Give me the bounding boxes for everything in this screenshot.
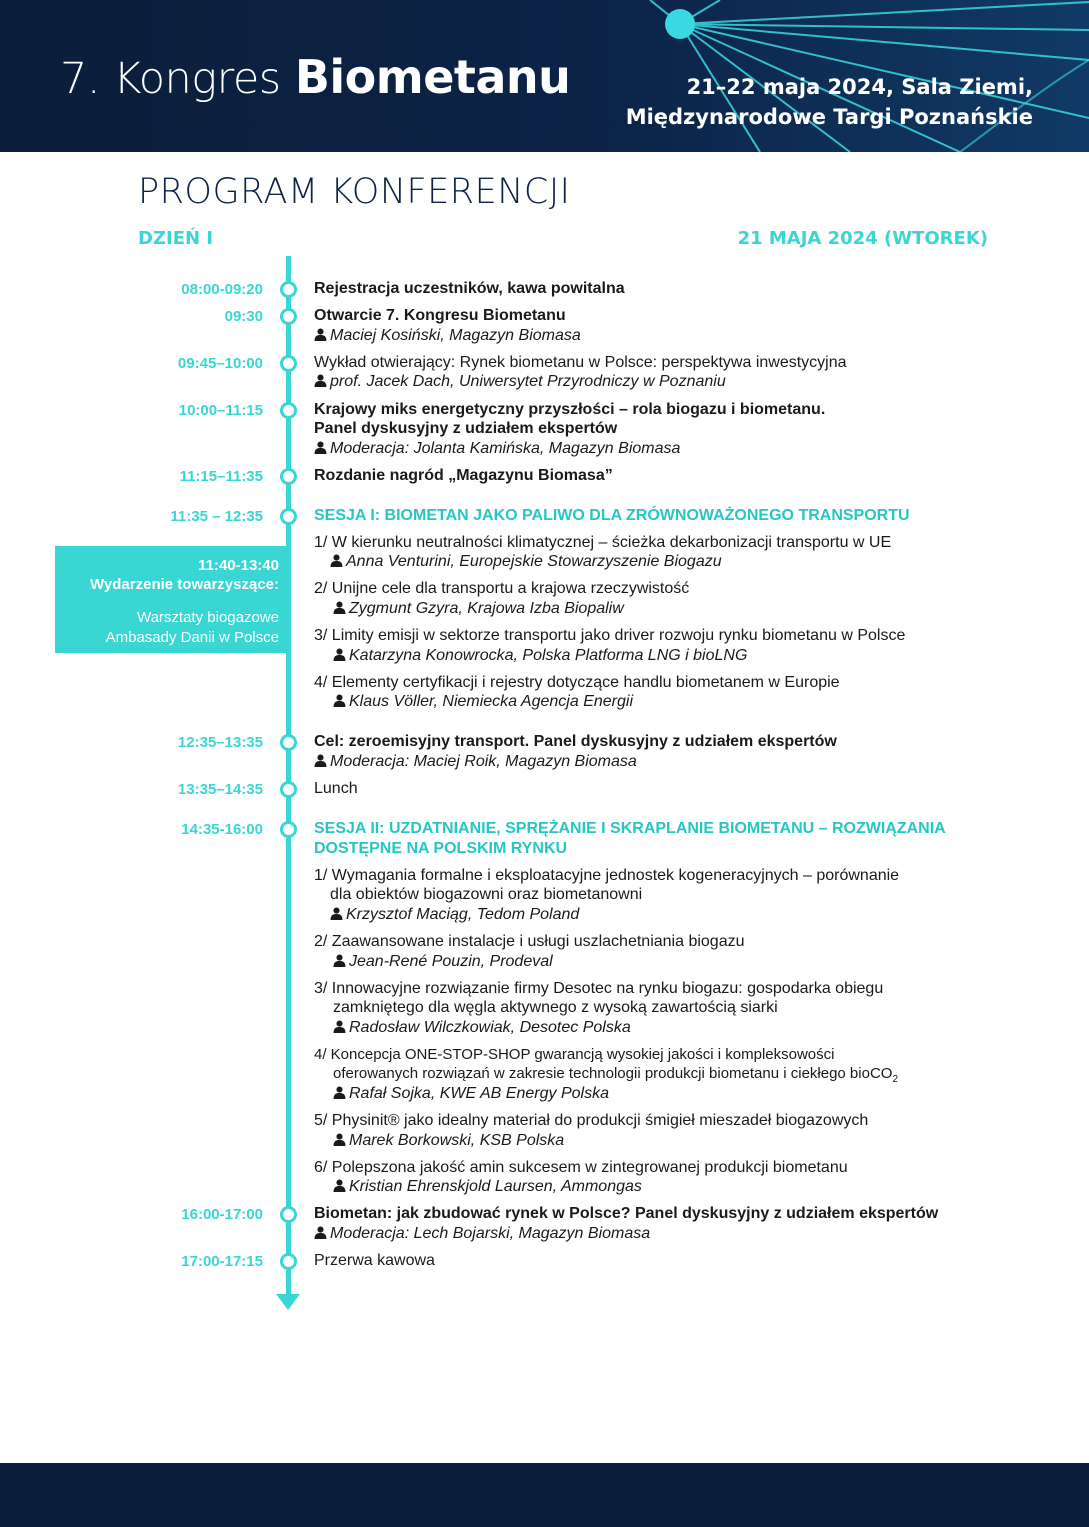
timeline-dot	[280, 1206, 297, 1223]
session-time: 09:45–10:00	[177, 355, 263, 372]
timeline-dot	[280, 355, 297, 372]
footer-bar	[0, 1463, 1089, 1527]
speaker-name: Moderacja: Lech Bojarski, Magazyn Biomasa	[330, 1225, 651, 1242]
person-icon	[333, 954, 346, 967]
speaker-line	[333, 1019, 631, 1037]
side-event-line2: Ambasady Danii w Polsce	[105, 629, 279, 646]
speaker-line	[314, 327, 581, 345]
person-icon	[333, 694, 346, 707]
person-icon	[333, 1086, 346, 1099]
speaker-name: Marek Borkowski, KSB Polska	[349, 1132, 565, 1149]
session-heading: DOSTĘPNE NA POLSKIM RYNKU	[314, 840, 568, 857]
timeline-dot	[280, 781, 297, 798]
session-time: 08:00-09:20	[181, 281, 263, 298]
speaker-line	[333, 1132, 564, 1150]
speaker-name: Klaus Völler, Niemiecka Agencja Energii	[349, 693, 633, 710]
session-time: 14:35-16:00	[181, 821, 263, 838]
session-time: 12:35–13:35	[177, 734, 263, 751]
session-heading: SESJA I: BIOMETAN JAKO PALIWO DLA ZRÓWNOWAŻONEGO TRANSPORTU	[314, 507, 910, 524]
session-time: 09:30	[224, 308, 263, 325]
speaker-name: Anna Venturini, Europejskie Stowarzyszenie Biogazu	[346, 553, 722, 570]
side-event-line1: Warsztaty biogazowe	[136, 609, 279, 626]
timeline-dot	[280, 402, 297, 419]
person-icon	[314, 441, 327, 454]
arrow-down-icon	[276, 1294, 300, 1310]
session-time: 11:35 – 12:35	[170, 508, 263, 525]
person-icon	[314, 328, 327, 341]
person-icon	[333, 1179, 346, 1192]
event-location-line1: 21–22 maja 2024, Sala Ziemi,	[686, 75, 1033, 99]
agenda-item: 5/ Physinit® jako idealny materiał do produkcji śmigieł mieszadeł biogazowych	[314, 1112, 869, 1129]
speaker-line	[330, 906, 579, 924]
agenda-item: 1/ W kierunku neutralności klimatycznej – ścieżka dekarbonizacji transportu w UE	[314, 534, 892, 551]
speaker-line	[314, 440, 680, 458]
agenda-item: Cel: zeroemisyjny transport. Panel dyskusyjny z udziałem ekspertów	[314, 733, 837, 750]
congress-title-light: 7. Kongres	[60, 54, 281, 104]
day-date: 21 MAJA 2024 (WTOREK)	[737, 228, 988, 249]
person-icon	[314, 374, 327, 387]
agenda-item: Rejestracja uczestników, kawa powitalna	[314, 280, 625, 297]
person-icon	[333, 1020, 346, 1033]
speaker-name: Jean-René Pouzin, Prodeval	[349, 953, 553, 970]
speaker-line	[314, 373, 726, 391]
speaker-line	[333, 953, 553, 971]
person-icon	[330, 907, 343, 920]
congress-title-bold: Biometanu	[294, 50, 571, 104]
agenda-item: 6/ Polepszona jakość amin sukcesem w zintegrowanej produkcji biometanu	[314, 1159, 848, 1176]
speaker-name: Krzysztof Maciąg, Tedom Poland	[346, 906, 580, 923]
timeline-dot	[280, 821, 297, 838]
person-icon	[314, 1226, 327, 1239]
agenda-item: 4/ Koncepcja ONE-STOP-SHOP gwarancją wysokiej jakości i kompleksowości	[314, 1046, 835, 1063]
side-event-time: 11:40-13:40	[198, 557, 279, 574]
session-time: 13:35–14:35	[177, 781, 263, 798]
agenda-item: Biometan: jak zbudować rynek w Polsce? Panel dyskusyjny z udziałem ekspertów	[314, 1205, 939, 1222]
speaker-line	[333, 1085, 609, 1103]
speaker-line	[333, 600, 624, 618]
timeline-dot	[280, 734, 297, 751]
speaker-name: Moderacja: Maciej Roik, Magazyn Biomasa	[330, 753, 637, 770]
agenda-item: Otwarcie 7. Kongresu Biometanu	[314, 307, 566, 324]
side-event-box	[55, 546, 288, 653]
timeline-dot	[280, 281, 297, 298]
session-time: 17:00-17:15	[181, 1253, 263, 1270]
session-time: 16:00-17:00	[181, 1206, 263, 1223]
speaker-line	[333, 647, 747, 665]
agenda-item	[333, 1065, 898, 1085]
agenda-item: 3/ Limity emisji w sektorze transportu jako driver rozwoju rynku biometanu w Polsce	[314, 627, 906, 644]
speaker-name: Maciej Kosiński, Magazyn Biomasa	[330, 327, 581, 344]
agenda-item: Wykład otwierający: Rynek biometanu w Polsce: perspektywa inwestycyjna	[314, 354, 847, 371]
agenda-item: 2/ Unijne cele dla transportu a krajowa rzeczywistość	[314, 580, 690, 597]
agenda-item: Lunch	[314, 780, 358, 797]
agenda-item: 1/ Wymagania formalne i eksploatacyjne jednostek kogeneracyjnych – porównanie	[314, 867, 900, 884]
agenda-item: zamkniętego dla węgla aktywnego z wysoką zawartością siarki	[333, 999, 778, 1016]
agenda-item-text: oferowanych rozwiązań w zakresie technologii produkcji biometanu i ciekłego bioCO	[333, 1065, 893, 1082]
session-heading: SESJA II: UZDATNIANIE, SPRĘŻANIE I SKRAPLANIE BIOMETANU – ROZWIĄZANIA	[314, 820, 946, 837]
speaker-name: Zygmunt Gzyra, Krajowa Izba Biopaliw	[349, 600, 624, 617]
subscript-2: 2	[892, 1074, 899, 1085]
agenda-item: Przerwa kawowa	[314, 1252, 435, 1269]
program-title: PROGRAM KONFERENCJI	[138, 172, 571, 212]
agenda-item: 2/ Zaawansowane instalacje i usługi uszlachetniania biogazu	[314, 933, 745, 950]
timeline-dot	[280, 1253, 297, 1270]
event-location-line2: Międzynarodowe Targi Poznańskie	[625, 105, 1033, 129]
speaker-name: Katarzyna Konowrocka, Polska Platforma LNG i bioLNG	[349, 647, 748, 664]
speaker-line	[330, 553, 722, 571]
session-time: 10:00–11:15	[178, 402, 263, 419]
timeline-dot	[280, 508, 297, 525]
speaker-name: prof. Jacek Dach, Uniwersytet Przyrodniczy w Poznaniu	[330, 373, 726, 390]
agenda-item: Panel dyskusyjny z udziałem ekspertów	[314, 420, 618, 437]
timeline-dot	[280, 468, 297, 485]
speaker-name: Moderacja: Jolanta Kamińska, Magazyn Biomasa	[330, 440, 681, 457]
agenda-item: Krajowy miks energetyczny przyszłości – rola biogazu i biometanu.	[314, 401, 826, 418]
person-icon	[333, 601, 346, 614]
agenda-item: Rozdanie nagród „Magazynu Biomasa”	[314, 467, 613, 484]
day-label: DZIEŃ I	[138, 228, 214, 249]
agenda-item: dla obiektów biogazowni oraz biometanowni	[330, 886, 643, 903]
speaker-line	[314, 1225, 650, 1243]
speaker-name: Kristian Ehrenskjold Laursen, Ammongas	[349, 1178, 642, 1195]
session-time: 11:15–11:35	[179, 468, 263, 485]
congress-title	[60, 50, 570, 104]
timeline-dot	[280, 308, 297, 325]
agenda-item: 4/ Elementy certyfikacji i rejestry dotyczące handlu biometanem w Europie	[314, 674, 840, 691]
header-banner	[0, 0, 1089, 152]
speaker-name: Radosław Wilczkowiak, Desotec Polska	[349, 1019, 631, 1036]
person-icon	[333, 1133, 346, 1146]
agenda-item: 3/ Innowacyjne rozwiązanie firmy Desotec na rynku biogazu: gospodarka obiegu	[314, 980, 884, 997]
person-icon	[333, 648, 346, 661]
speaker-line	[333, 1178, 642, 1196]
speaker-name: Rafał Sojka, KWE AB Energy Polska	[349, 1085, 609, 1102]
speaker-line	[314, 753, 637, 771]
event-location	[626, 72, 1033, 132]
side-event-label: Wydarzenie towarzyszące:	[90, 576, 279, 593]
person-icon	[330, 554, 343, 567]
speaker-line	[333, 693, 633, 711]
person-icon	[314, 754, 327, 767]
